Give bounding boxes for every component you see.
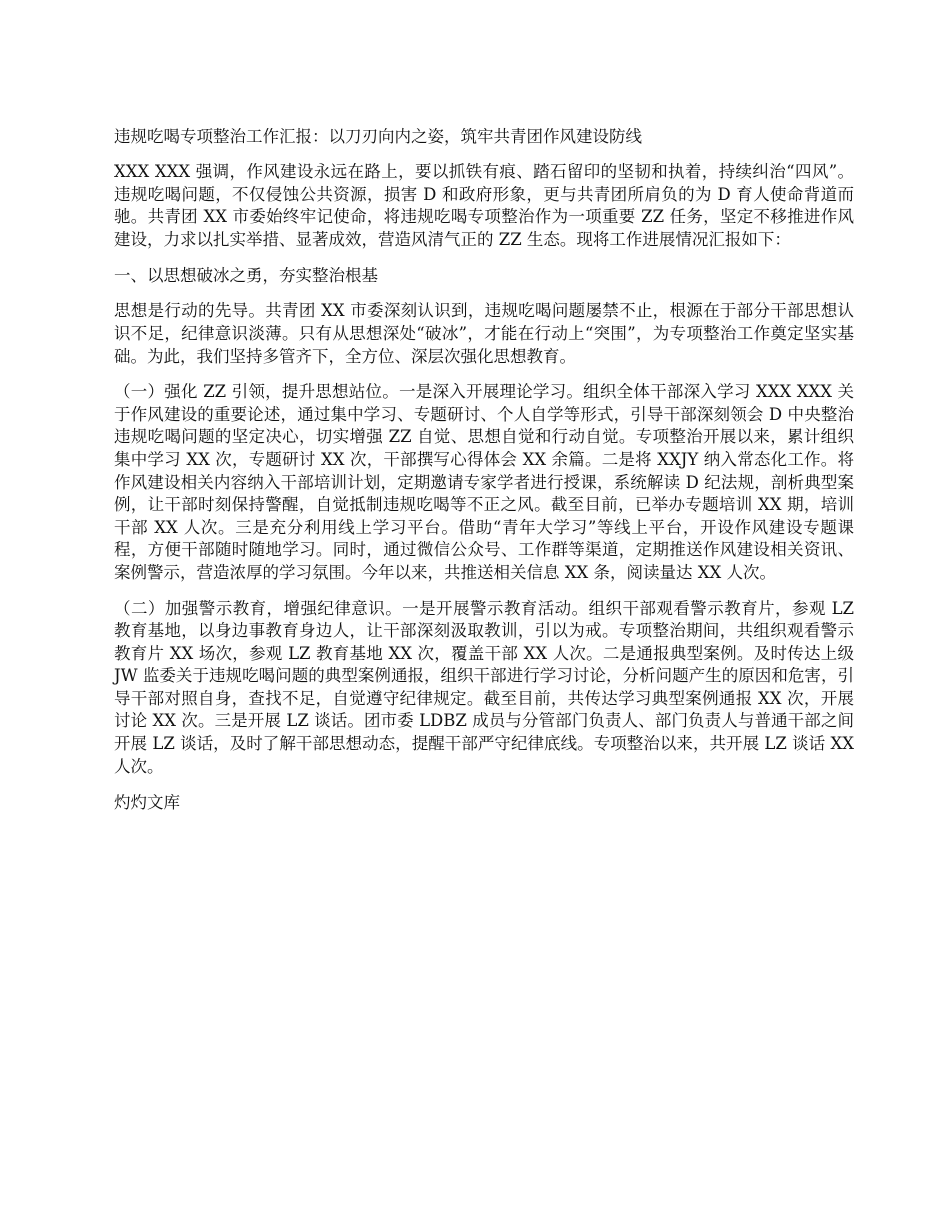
footer-source-label: 灼灼文库: [114, 793, 180, 813]
section-heading: 一、以思想破冰之勇，夯实整治根基: [114, 266, 378, 286]
document-title: 违规吃喝专项整治工作汇报：以刀刃向内之姿，筑牢共青团作风建设防线: [114, 127, 642, 146]
document-page: [114, 125, 854, 814]
subsection-1-paragraph: （一）强化 ZZ 引领，提升思想站位。一是深入开展理论学习。组织全体干部深入学习 XXX XXX 关于作风建设的重要论述，通过集中学习、专题研讨、个人自学等形式，引导干部深刻领会 D 中央整治违规吃喝问题的坚定决心，切实增强 ZZ 自觉、思想自觉和行动自觉。专项整治开展以来，累计组织集中学习 XX 次，专题研讨 XX 次，干部撰写心得体会 XX 余篇。二是将 XXJY 纳入常态化工作。将作风建设相关内容纳入干部培训计划，定期邀请专家学者进行授课，系统解读 D 纪法规，剖析典型案例，让干部时刻保持警醒，自觉抵制违规吃喝等不正之风。截至目前，已举办专题培训 XX 期，培训干部 XX 人次。三是充分利用线上学习平台。借助“青年大学习”等线上平台，开设作风建设专题课程，方便干部随时随地学习。同时，通过微信公众号、工作群等渠道，定期推送作风建设相关资讯、案例警示，营造浓厚的学习氛围。今年以来，共推送相关信息 XX 条，阅读量达 XX 人次。: [114, 382, 854, 582]
intro-paragraph: XXX XXX 强调，作风建设永远在路上，要以抓铁有痕、踏石留印的坚韧和执着，持续纠治“四风”。违规吃喝问题，不仅侵蚀公共资源，损害 D 和政府形象，更与共青团所肩负的为 D 育人使命背道而驰。共青团 XX 市委始终牢记使命，将违规吃喝专项整治作为一项重要 ZZ 任务，坚定不移推进作风建设，力求以扎实举措、显著成效，营造风清气正的 ZZ 生态。现将工作进展情况汇报如下：: [114, 162, 854, 249]
subsection-2-paragraph: （二）加强警示教育，增强纪律意识。一是开展警示教育活动。组织干部观看警示教育片，参观 LZ 教育基地，以身边事教育身边人，让干部深刻汲取教训，引以为戒。专项整治期间，共组织观看警示教育片 XX 场次，参观 LZ 教育基地 XX 次，覆盖干部 XX 人次。二是通报典型案例。及时传达上级 JW 监委关于违规吃喝问题的典型案例通报，组织干部进行学习讨论，分析问题产生的原因和危害，引导干部对照自身，查找不足，自觉遵守纪律规定。截至目前，共传达学习典型案例通报 XX 次，开展讨论 XX 次。三是开展 LZ 谈话。团市委 LDBZ 成员与分管部门负责人、部门负责人与普通干部之间开展 LZ 谈话，及时了解干部思想动态，提醒干部严守纪律底线。专项整治以来，共开展 LZ 谈话 XX 人次。: [114, 598, 854, 776]
section-intro-paragraph: 思想是行动的先导。共青团 XX 市委深刻认识到，违规吃喝问题屡禁不止，根源在于部分干部思想认识不足，纪律意识淡薄。只有从思想深处“破冰”，才能在行动上“突围”，为专项整治工作奠定坚实基础。为此，我们坚持多管齐下，全方位、深层次强化思想教育。: [114, 301, 854, 366]
